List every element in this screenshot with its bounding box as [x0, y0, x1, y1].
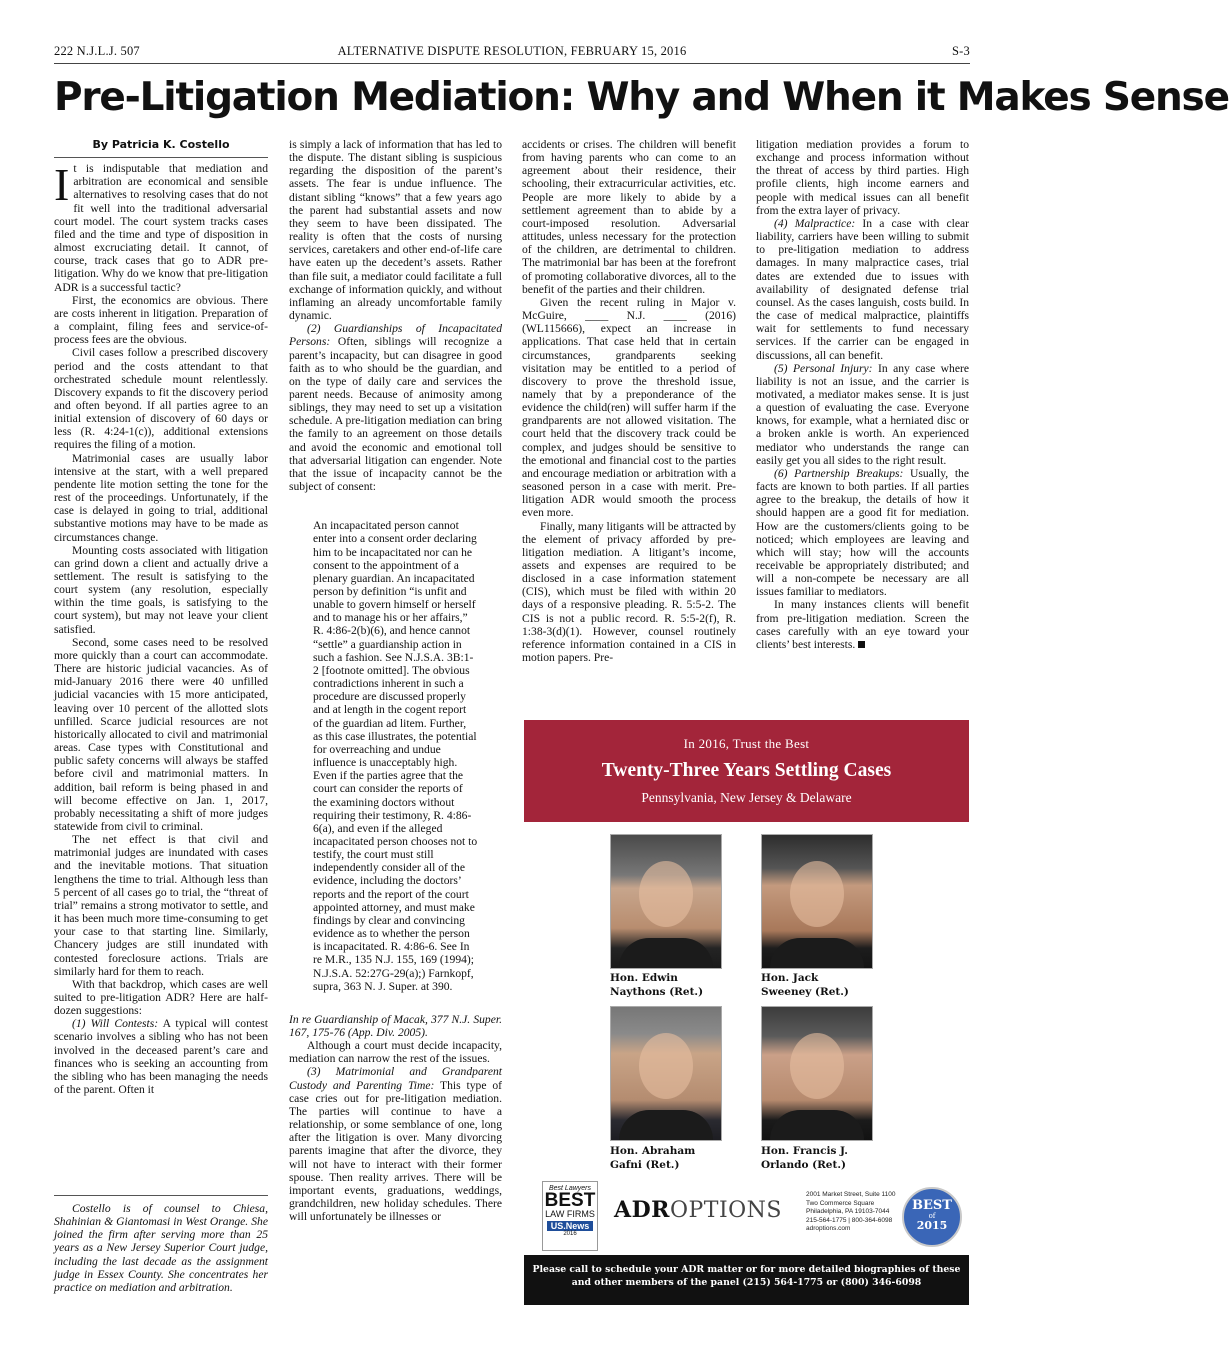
paragraph: (3) Matrimonial and Grandparent Custody and Parenting Time: This type of case cries out for pre-litigation mediation. The parties will continue to have a relationship, or some semblance of one, long after the litigation is over. Many divorcing parents imagine that after the divorce, they will not have to interact with their former spouse. Then reality arrives. There will be important events, graduations, weddings, grandchildren, new holiday schedules. There will unfortunately be illnesses or [289, 1065, 502, 1224]
article-column-2 [289, 138, 502, 1223]
ad-logo-strip [524, 1175, 969, 1255]
paragraph: With that backdrop, which cases are well suited to pre-litigation ADR? Here are half-dozen suggestions: [54, 977, 268, 1018]
mediator-name: Hon. Jack Sweeney (Ret.) [761, 972, 849, 998]
header-page-number: S-3 [952, 44, 970, 58]
header-citation: 222 N.J.L.J. 507 [54, 44, 140, 58]
citation: In re Guardianship of Macak, 377 N.J. Super. 167, 175-76 (App. Div. 2005). [289, 1012, 502, 1039]
byline: By Patricia K. Costello [54, 138, 268, 158]
paragraph: First, the economics are obvious. There are costs inherent in litigation. Preparation of a complaint, filing fees and service-of-process fees are the obvious. [54, 293, 268, 347]
ad-address: 2001 Market Street, Suite 1100 Two Commerce Square Philadelphia, PA 19103-7044 215-564-1775 | 800-364-6098 adroptions.com [806, 1191, 896, 1232]
adr-options-logo: ADROPTIONS [614, 1197, 782, 1223]
article-column-3 [522, 138, 736, 664]
paragraph: accidents or crises. The children will benefit from having parents who can come to an agreement about their residence, their schooling, their extracurricular activities, etc. People are more likely to abide by a settlement agreement than to abide by a court-imposed resolution. Adversarial attitudes, unless necessary for the protection of the children, are detrimental to children. The matrimonial bar has been at the forefront of promoting collaborative divorces, all to the benefit of the parties and their children. [522, 138, 736, 296]
author-bio: Costello is of counsel to Chiesa, Shahinian & Giantomasi in West Orange. She joined the firm after serving more than 25 years as a New Jersey Superior Court judge, including the last decade as the assignment judge in Essex County. She concentrates her practice on mediation and arbitration. [54, 1195, 268, 1294]
mediator-photo-gafni [610, 1006, 722, 1141]
mediator-photo-sweeney [761, 834, 873, 969]
paragraph: litigation mediation provides a forum to exchange and process information without the threat of access by third parties. High profile clients, high income earners and people with medical issues can all benefit from the extra layer of privacy. [756, 138, 969, 217]
ad-call-to-action: Please call to schedule your ADR matter or for more detailed biographies of these and other members of the panel (215) 564-1775 or (800) 346-6098 [524, 1255, 969, 1305]
mediator-name: Hon. Francis J. Orlando (Ret.) [761, 1145, 848, 1171]
paragraph: Given the recent ruling in Major v. McGuire, ____ N.J. ____ (2016) (WL115666), expect an increase in applications. That case held that in certain circumstances, grandparents seeking visitation may be entitled to a period of discovery to prove the threshold issue, namely that by a preponderance of the evidence the child(ren) will suffer harm if the grandparents are not allowed visitation. The court held that the discovery track could be complex, and judges should be sensitive to the emotional and financial cost to the parties and encourage mediation or arbitration with a seasoned person in a case with merit. Pre-litigation ADR would smooth the process even more. [522, 295, 736, 520]
paragraph: Second, some cases need to be resolved more quickly than a court can accommodate. There are historic judicial vacancies. As of mid-January 2016 there were 40 unfilled judicial vacancies with 15 more anticipated, leaving over 10 percent of the allotted slots unfilled. Scarce judicial resources are not historically allocated to civil and matrimonial areas. Case types with Constitutional and public safety concerns will always be staffed before civil and matrimonial matters. In addition, bail reform is being phased in and will become effective on Jan. 1, 2017, probably necessitating a shift of more judges statewide from civil to criminal. [54, 635, 268, 833]
paragraph: (6) Partnership Breakups: Usually, the facts are known to both parties. If all parties agree to the breakup, the details of how it should happen are a good fit for mediation. How are the customers/clients going to be noticed; which employees are leaving and which will stay; how will the accounts receivable be appropriately distributed; and will a non-compete be necessary are all issues familiar to mediators. [756, 466, 969, 599]
paragraph: (4) Malpractice: In a case with clear liability, carriers have been willing to submit to pre-litigation mediation to address damages. In many malpractice cases, trial dates are extended due to issues with availability of designated defense trial counsel. As the cases languish, costs build. In the case of medical malpractice, plaintiffs wait for settlements to fund necessary services. If the carrier can be engaged in discussions, all can benefit. [756, 216, 969, 362]
best-of-2015-badge: BEST of 2015 [902, 1187, 962, 1247]
ad-banner [524, 720, 969, 822]
article-column-4 [756, 138, 969, 651]
paragraph: In many instances clients will benefit from pre-litigation mediation. Screen the cases carefully with an eye toward your clients’ best interests. [756, 598, 969, 651]
paragraph: (1) Will Contests: A typical will contest scenario involves a sibling who has not been involved in the deceased parent’s care and finances who is seeking an accounting from the sibling who has been managing the needs of the parent. Often it [54, 1017, 268, 1097]
paragraph: is simply a lack of information that has led to the dispute. The distant sibling is suspicious regarding the disposition of the parent’s assets. The fear is undue influence. The distant sibling “knows” that a few years ago the parent had substantial assets and now they seem to have been dissipated. The reality is often that the costs of nursing services, caretakers and other end-of-life care have eaten up the decedent’s assets. Rather than file suit, a mediator could facilitate a full exchange of information quickly, and without inflaming an already uncomfortable family dynamic. [289, 138, 502, 323]
paragraph: Mounting costs associated with litigation can grind down a client and actually drive a settlement. The result is satisfying to the court system (any resolution, especially within the time goals, is satisfying to the court system), but may not leave your client satisfied. [54, 543, 268, 636]
end-mark-icon [858, 641, 865, 648]
paragraph: Finally, many litigants will be attracted by the element of privacy afforded by pre-litigation mediation. A litigant’s income, assets and expenses are required to be disclosed in a case information statement (CIS), which must be filed with within 20 days of a responsive pleading. R. 5:5-2. The CIS is not a public record. R. 5:5-2(f), R. 1:38-3(d)(1). However, counsel routinely reference information contained in a CIS in motion papers. Pre- [522, 519, 736, 665]
article-headline: Pre-Litigation Mediation: Why and When it Makes Sense [54, 75, 1229, 120]
paragraph: The net effect is that civil and matrimonial judges are inundated with cases and the inevitable motions. That situation lengthens the time to trial. Although less than 5 percent of all cases go to trial, the “threat of trial” remains a strong motivator to settle, and it has been much more time-consuming to get your case to that starting line. Similarly, Chancery judges are still inundated with contested foreclosure actions. Trials are similarly hard for them to reach. [54, 833, 268, 978]
mediator-photo-orlando [761, 1006, 873, 1141]
header-rule [54, 63, 970, 64]
ad-states: Pennsylvania, New Jersey & Delaware [641, 790, 852, 805]
page-header [54, 44, 970, 62]
adr-options-advertisement [524, 720, 969, 1305]
header-section: ALTERNATIVE DISPUTE RESOLUTION, FEBRUARY 15, 2016 [337, 44, 687, 58]
best-law-firms-logo: Best Lawyers BEST LAW FIRMS US.News 2016 [542, 1181, 598, 1251]
ad-kicker: In 2016, Trust the Best [683, 736, 810, 751]
block-quote: An incapacitated person cannot enter into a consent order declaring him to be incapacitated nor can he consent to the appointment of a plenary guardian. An incapacitated person by definition “is unfit and unable to govern himself or herself and to manage his or her affairs,” R. 4:86-2(b)(6), and hence cannot “settle” a guardianship action in such a fashion. See N.J.S.A. 3B:1-2 [footnote omitted]. The obvious contradictions inherent in such a procedure are discussed properly and at length in the cogent report of the guardian ad litem. Further, as this case illustrates, the potential for overreaching and undue influence is unacceptably high. Even if the parties agree that the court can consider the reports of the examining doctors without requiring their testimony, R. 4:86-6(a), and even if the alleged incapacitated person chooses not to testify, the court must still independently consider all of the evidence, including the doctors’ reports and the report of the court appointed attorney, and must make findings by clear and convincing evidence as to whether the person is incapacitated. R. 4:86-6. See In re M.R., 135 N.J. 155, 169 (1994); N.J.S.A. 52:27G-29(a);) Farnkopf, supra, 363 N. J. Super. at 390. [313, 519, 478, 993]
mediator-name: Hon. Abraham Gafni (Ret.) [610, 1145, 696, 1171]
paragraph: (5) Personal Injury: In any case where liability is not an issue, and the carrier is motivated, a mediator makes sense. It is just a question of evaluating the case. Everyone knows, for example, what a herniated disc or a broken ankle is worth. An experienced mediator who understands the range can easily get you all sides to the right result. [756, 361, 970, 467]
mediator-photo-naythons [610, 834, 722, 969]
paragraph: Civil cases follow a prescribed discovery period and the costs attendant to that orchestrated schedule mount relentlessly. Discovery expands to fit the discovery period and often beyond. If all parties agree to an initial extension of discovery of 60 days or less (R. 4:24-1(c)), additional extensions requires the filing of a motion. [54, 346, 268, 452]
paragraph: (2) Guardianships of Incapacitated Persons: Often, siblings will recognize a parent’s incapacity, but can disagree in good faith as to who should be the guardian, and on the type of daily care and services the parent needs. Because of animosity among siblings, they may need to set up a visitation schedule. A pre-litigation mediation can bring the family to an agreement on those details and avoid the economic and emotional toll that adversarial litigation can engender. Note that the issue of incapacity cannot be the subject of consent: [289, 322, 502, 494]
drop-cap: I [54, 159, 70, 211]
paragraph: Although a court must decide incapacity, mediation can narrow the rest of the issues. [289, 1039, 502, 1066]
paragraph: Matrimonial cases are usually labor intensive at the start, with a well prepared pendente lite motion setting the tone for the rest of the proceedings. Unfortunately, if the case is delayed in going to trial, additional substantive motions may have to be made as circumstances change. [54, 451, 268, 544]
article-column-1 [54, 138, 268, 1096]
ad-headline: Twenty-Three Years Settling Cases [601, 760, 892, 781]
mediator-name: Hon. Edwin Naythons (Ret.) [610, 972, 704, 998]
paragraph: It is indisputable that mediation and arbitration are economical and sensible alternatives to resolving cases that do not fit well into the traditional adversarial court model. The court system tracks cases filed and the time and type of disposition in almost excruciating detail. It cannot, of course, track cases that go to ADR pre-litigation. Why do we know that pre-litigation ADR is a successful tactic? [54, 159, 268, 294]
